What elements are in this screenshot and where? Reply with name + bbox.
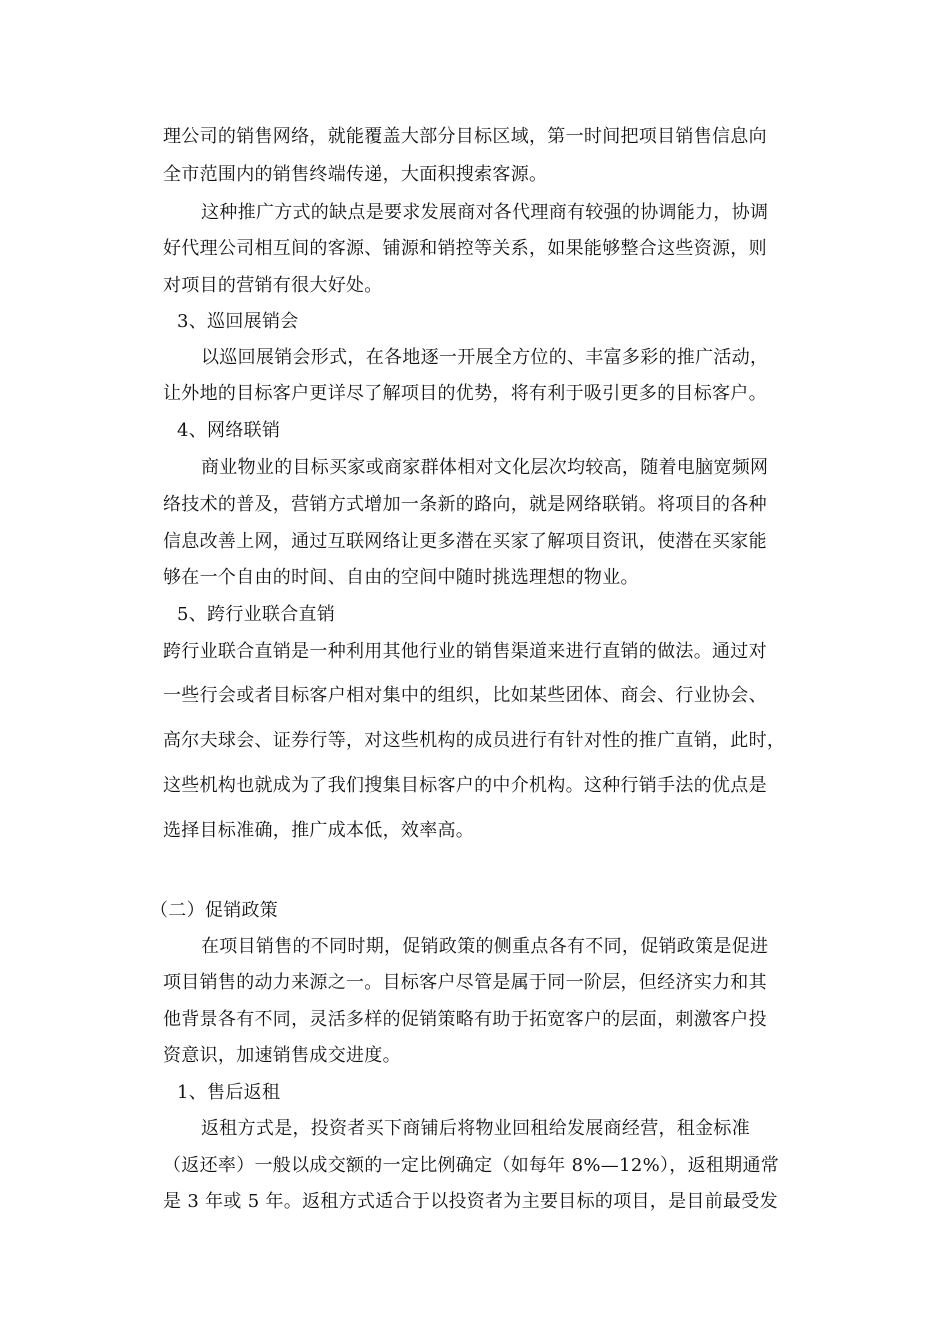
body-text-line: 他背景各有不同，灵活多样的促销策略有助于拓宽客户的层面，刺激客户投 <box>163 1009 767 1030</box>
paragraph-first-line: 在项目销售的不同时期，促销政策的侧重点各有不同，促销政策是促进 <box>201 936 769 957</box>
body-text-line: 让外地的目标客户更详尽了解项目的优势，将有利于吸引更多的目标客户。 <box>163 383 767 404</box>
body-text-line: 理公司的销售网络，就能覆盖大部分目标区域，第一时间把项目销售信息向 <box>163 126 767 147</box>
subheading-1: 1、售后返租 <box>177 1082 281 1103</box>
body-text-line: 对项目的营销有很大好处。 <box>163 275 383 296</box>
body-text-line: 一些行会或者目标客户相对集中的组织，比如某些团体、商会、行业协会、 <box>163 685 767 706</box>
body-text-line: 资意识，加速销售成交进度。 <box>163 1045 401 1066</box>
subheading-5: 5、跨行业联合直销 <box>177 604 336 625</box>
body-text-line: 络技术的普及，营销方式增加一条新的路向，就是网络联销。将项目的各种 <box>163 494 767 515</box>
paragraph-first-line: 返租方式是，投资者买下商铺后将物业回租给发展商经营，租金标准 <box>201 1118 750 1139</box>
body-text-line: 是 3 年或 5 年。返租方式适合于以投资者为主要目标的项目，是目前最受发 <box>163 1191 778 1212</box>
section-heading: （二）促销政策 <box>150 900 279 921</box>
body-text-line: 高尔夫球会、证券行等，对这些机构的成员进行有针对性的推广直销，此时， <box>163 730 786 751</box>
body-text-line: （返还率）一般以成交额的一定比例确定（如每年 8%—12%），返租期通常 <box>163 1155 780 1176</box>
subheading-4: 4、网络联销 <box>177 420 281 441</box>
body-text-line: 这些机构也就成为了我们搜集目标客户的中介机构。这种行销手法的优点是 <box>163 775 767 796</box>
body-text-line: 信息改善上网，通过互联网络让更多潜在买家了解项目资讯，使潜在买家能 <box>163 531 767 552</box>
body-text-line: 够在一个自由的时间、自由的空间中随时挑选理想的物业。 <box>163 567 639 588</box>
body-text-line: 全市范围内的销售终端传递，大面积搜索客源。 <box>163 164 548 185</box>
body-text-line: 选择目标准确，推广成本低，效率高。 <box>163 820 475 841</box>
body-text-line: 好代理公司相互间的客源、铺源和销控等关系，如果能够整合这些资源，则 <box>163 238 767 259</box>
paragraph-first-line: 商业物业的目标买家或商家群体相对文化层次均较高，随着电脑宽频网 <box>201 457 769 478</box>
paragraph-first-line: 以巡回展销会形式，在各地逐一开展全方位的、丰富多彩的推广活动， <box>201 347 769 368</box>
body-text-line: 项目销售的动力来源之一。目标客户尽管是属于同一阶层，但经济实力和其 <box>163 972 767 993</box>
paragraph-first-line: 这种推广方式的缺点是要求发展商对各代理商有较强的协调能力，协调 <box>201 202 769 223</box>
subheading-3: 3、巡回展销会 <box>177 311 299 332</box>
body-text-line: 跨行业联合直销是一种利用其他行业的销售渠道来进行直销的做法。通过对 <box>163 641 767 662</box>
